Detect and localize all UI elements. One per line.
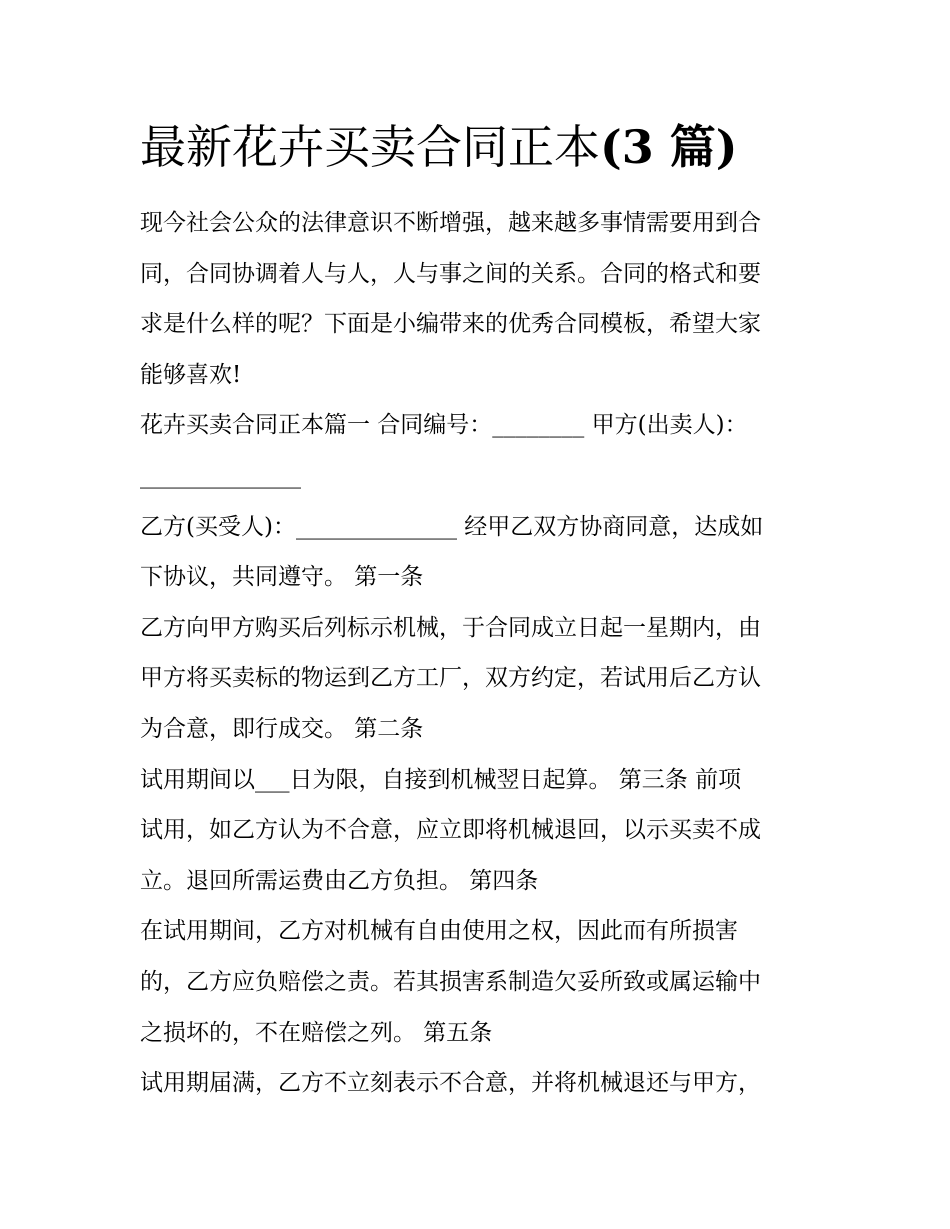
body-line: 乙方向甲方购买后列标示机械，于合同成立日起一星期内，由	[140, 614, 761, 641]
document-body	[140, 198, 820, 1109]
document-title-main: 最新花卉买卖合同正本	[140, 120, 600, 174]
document-title-suffix: (3 篇)	[600, 120, 738, 174]
document-title	[140, 112, 840, 182]
body-line: 花卉买卖合同正本篇一 合同编号：________ 甲方(出卖人)：	[140, 412, 748, 439]
body-line: 在试用期间，乙方对机械有自由使用之权，因此而有所损害	[140, 918, 738, 945]
body-line: 同，合同协调着人与人，人与事之间的关系。合同的格式和要	[140, 260, 761, 287]
body-line: 试用，如乙方认为不合意，应立即将机械退回，以示买卖不成	[140, 817, 761, 844]
body-line: 试用期间以___日为限，自接到机械翌日起算。 第三条 前项	[140, 766, 742, 793]
body-line: 求是什么样的呢？下面是小编带来的优秀合同模板，希望大家	[140, 311, 761, 338]
body-line: 为合意，即行成交。 第二条	[140, 715, 424, 742]
body-line: 甲方将买卖标的物运到乙方工厂，双方约定，若试用后乙方认	[140, 665, 761, 692]
body-line: 之损坏的，不在赔偿之列。 第五条	[140, 1019, 493, 1046]
body-line: 立。退回所需运费由乙方负担。 第四条	[140, 867, 539, 894]
body-line: 试用期届满，乙方不立刻表示不合意，并将机械退还与甲方，	[140, 1070, 761, 1097]
body-line: ______________	[140, 462, 301, 489]
body-line: 下协议，共同遵守。 第一条	[140, 564, 424, 591]
body-line: 的，乙方应负赔偿之责。若其损害系制造欠妥所致或属运输中	[140, 968, 761, 995]
body-line: 乙方(买受人)：______________ 经甲乙双方协商同意，达成如	[140, 513, 764, 540]
body-line: 能够喜欢!	[140, 361, 242, 388]
body-line: 现今社会公众的法律意识不断增强，越来越多事情需要用到合	[140, 210, 761, 236]
